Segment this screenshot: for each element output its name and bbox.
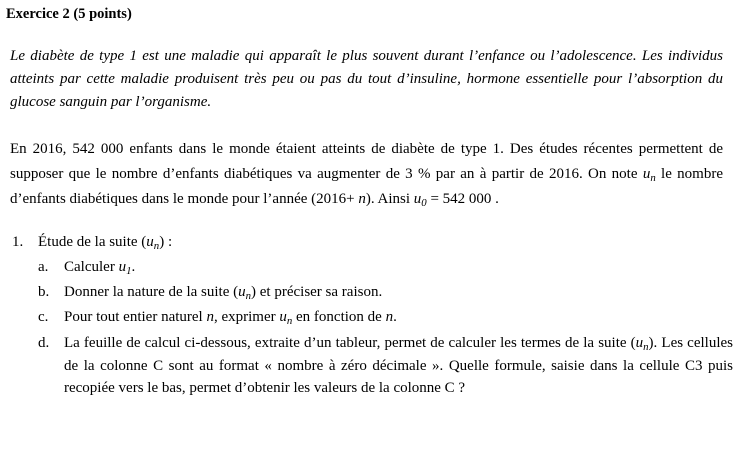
subquestion-d-variable-subscript: n [643, 340, 649, 353]
subquestion-a-variable-subscript: 1 [126, 264, 132, 277]
question-1-variable-subscript: n [153, 239, 160, 252]
subquestion-a [38, 256, 733, 279]
subquestion-b-text-before: Donner la nature de la suite ( [64, 284, 239, 301]
question-1-marker: 1. [12, 233, 24, 250]
subquestion-c-text-final: . [393, 309, 397, 326]
question-1-text-after: ) : [159, 233, 173, 250]
document-page [0, 6, 733, 451]
subquestion-b-marker: b. [38, 284, 50, 301]
subquestion-d [38, 332, 733, 400]
context-text-part2: le nombre d’enfants diabétiques dans le monde pour l’année (2016+ [10, 165, 723, 208]
subquestion-c [38, 306, 733, 329]
subquestion-d-text-after: ). Les cellules de la colonne C sont au format « nombre à zéro décimale ». Quelle formule, saisie dans la cellule C3 puis recopiée vers le bas, permet d’obtenir les valeurs de la colonne C ? [64, 334, 733, 397]
question-1-variable: u [146, 233, 154, 250]
subquestion-b-content [64, 281, 733, 304]
variable-u0-subscript: 0 [421, 197, 427, 210]
subquestion-d-variable: u [635, 334, 644, 351]
subquestion-d-text-before: La feuille de calcul ci-dessous, extraite d’un tableur, permet de calculer les termes de la suite ( [64, 334, 636, 351]
question-1-text-before: Étude de la suite ( [38, 233, 147, 250]
context-text-part1: En 2016, 542 000 enfants dans le monde étaient atteints de diabète de type 1. Des études récentes permettent de supposer que le nombre d’enfants diabétiques va augmenter de 3 % par an à partir de 2016. On note [10, 141, 723, 182]
subquestion-c-variable-n: n [206, 309, 214, 326]
subquestion-c-text-end: en fonction de [292, 309, 386, 326]
subquestion-a-text-after: . [131, 258, 136, 275]
context-text-part4: = 542 000 . [426, 191, 499, 208]
question-1 [0, 231, 733, 400]
subquestions-list [38, 256, 733, 400]
subquestion-c-variable-u-subscript: n [286, 315, 293, 328]
variable-u: u [642, 165, 651, 182]
subquestion-b [38, 281, 733, 304]
subquestion-a-text-before: Calculer [64, 258, 119, 275]
variable-u-subscript: n [650, 171, 656, 184]
subquestion-c-variable-n2: n [385, 309, 394, 326]
subquestion-c-variable-u: u [279, 309, 287, 326]
subquestion-c-text-after: , exprimer [213, 309, 280, 326]
intro-paragraph: Le diabète de type 1 est une maladie qui apparaît le plus souvent durant l’enfance ou l’adolescence. Les individus atteints par cette maladie produisent très peu ou pas du tout d’insuline, hormone essentielle pour l’absorption du glucose sanguin par l’organisme. [10, 48, 723, 110]
variable-n: n [358, 191, 366, 208]
variable-u0: u [413, 191, 422, 208]
subquestion-a-marker: a. [38, 258, 49, 275]
subquestion-a-variable: u [118, 258, 127, 275]
context-paragraph [10, 137, 723, 212]
subquestion-b-text-after: ) et préciser sa raison. [251, 284, 383, 301]
exercise-title: Exercice 2 (5 points) [6, 6, 132, 22]
subquestion-b-variable: u [238, 284, 246, 301]
subquestion-d-marker: d. [38, 334, 50, 351]
context-text-part3: ). Ainsi [365, 191, 414, 208]
questions-list [0, 231, 733, 400]
subquestion-a-content [64, 256, 733, 279]
subquestion-d-content [64, 332, 733, 400]
subquestion-c-content [64, 306, 733, 329]
subquestion-c-text-before: Pour tout entier naturel [64, 309, 207, 326]
subquestion-b-variable-subscript: n [245, 290, 252, 303]
subquestion-c-marker: c. [38, 309, 49, 326]
